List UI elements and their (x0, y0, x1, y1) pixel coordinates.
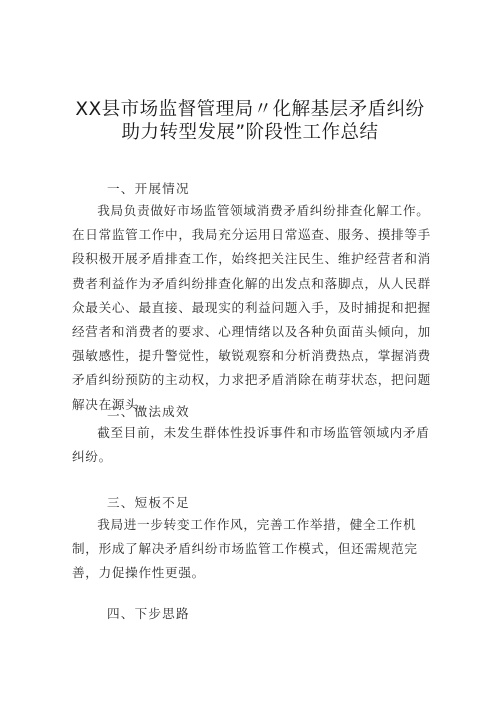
section-heading-3: 三、短板不足 (107, 495, 190, 510)
section-heading-1: 一、开展情况 (107, 181, 190, 196)
document-title-line-1: XX县市场监督管理局〃化解基层矛盾纠纷 (75, 99, 425, 120)
section-paragraph-1: 我局负责做好市场监管领域消费矛盾纠纷排查化解工作。在日常监管工作中，我局充分运用日常巡查、服务、摸排等手段积极开展矛盾排查工作，始终把关注民生、维护经营者和消费者利益作为矛盾纠纷排查化解的出发点和落脚点，从人民群众最关心、最直接、最现实的利益问题入手，及时捕捉和把握经营者和消费者的要求、心理情绪以及各种负面苗头倾向，加强敏感性，提升警觉性，敏锐观察和分析消费热点，掌握消费矛盾纠纷预防的主动权，力求把矛盾消除在萌芽状态，把问题解决在源头。 (72, 203, 431, 412)
document-title-line-2: 助力转型发展”阶段性工作总结 (121, 122, 379, 143)
section-paragraph-2: 截至目前，未发生群体性投诉事件和市场监管领域内矛盾纠纷。 (72, 425, 430, 465)
section-heading-4: 四、下步思路 (107, 606, 190, 621)
section-paragraph-3: 我局进一步转变工作作风，完善工作举措，健全工作机制，形成了解决矛盾纠纷市场监管工作模式，但还需规范完善，力促操作性更强。 (72, 517, 418, 581)
section-heading-2: 二、做法成效 (107, 404, 190, 419)
